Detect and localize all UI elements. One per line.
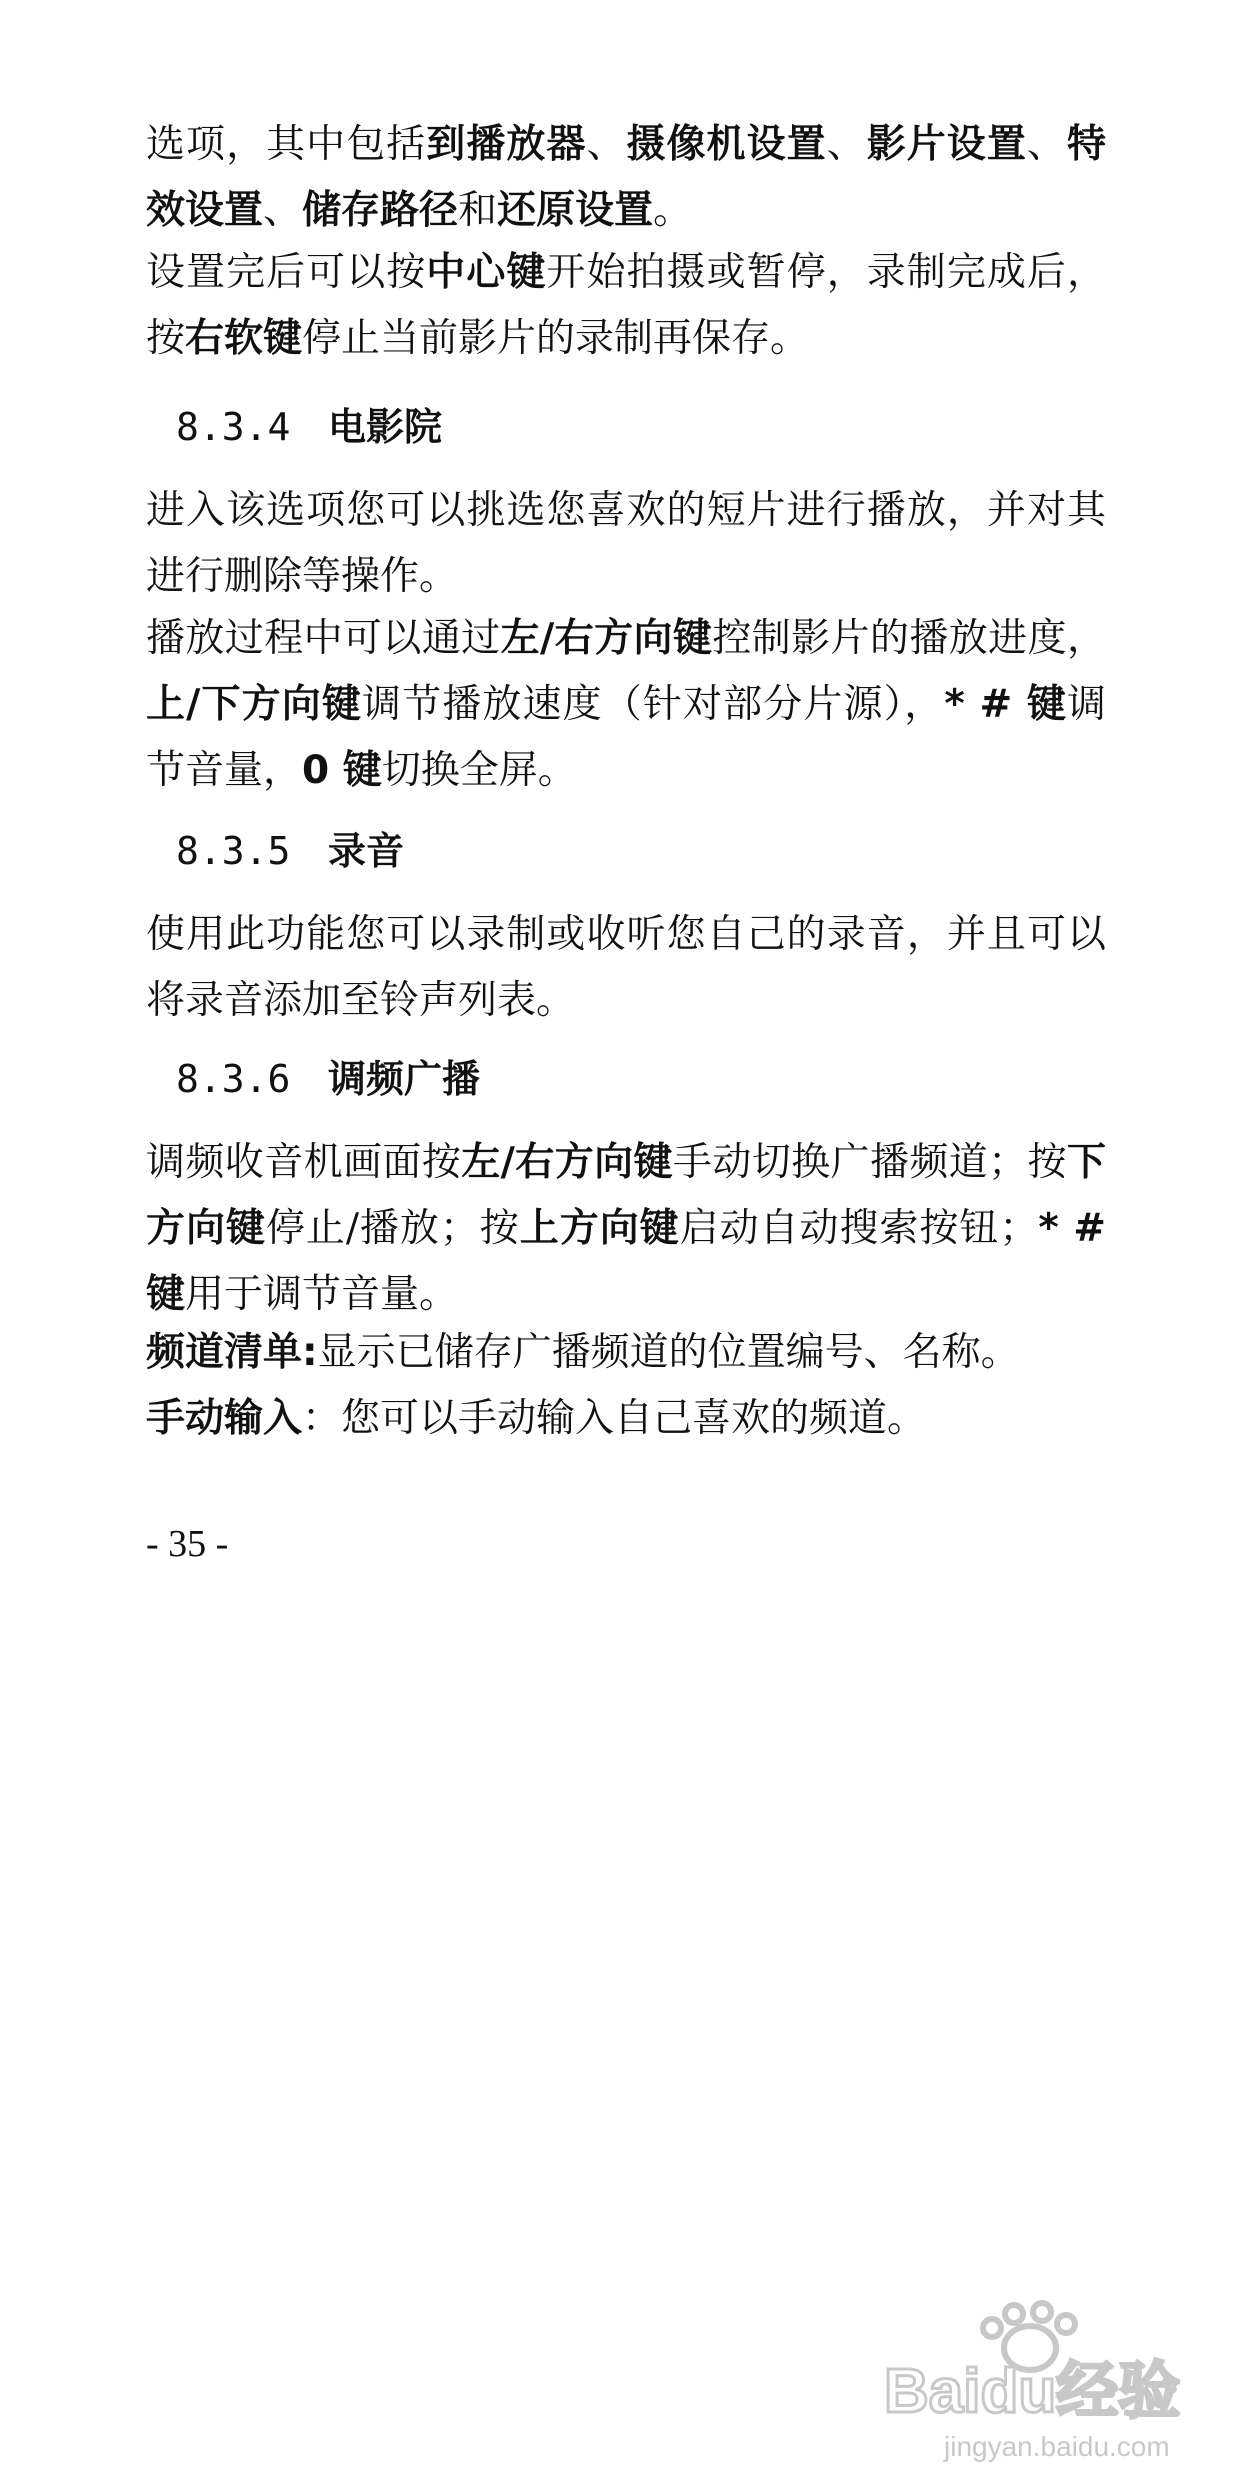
section-number: 8.3.4 [176,405,291,449]
bold-term: 下方向键 [146,1140,1106,1251]
bold-term: 上/下方向键 [146,682,362,727]
bold-term: * # 键 [146,1206,1106,1317]
paragraph-cinema-intro: 进入该选项您可以挑选您喜欢的短片进行播放，并对其进行删除等操作。 [146,488,1106,599]
paragraph-record-controls: 设置完后可以按中心键开始拍摄或暂停，录制完成后，按右软键停止当前影片的录制再保存。 [146,250,1106,361]
section-heading-fm-radio [176,1054,480,1104]
baidu-jingyan-watermark [880,2300,1210,2470]
section-title: 调频广播 [328,1057,481,1101]
bold-term: 右软键 [185,316,303,361]
watermark-url: jingyan.baidu.com [944,2431,1170,2462]
bold-term: 中心键 [426,250,547,295]
bold-term: 特效设置 [146,122,1106,233]
section-heading-cinema [176,402,442,452]
bold-term: 到播放器 [426,122,587,167]
bold-term: 手动输入 [146,1396,303,1441]
bold-term: 上方向键 [519,1206,680,1251]
page-number: - 35 - [146,1523,229,1565]
bold-term: * # 键 [944,682,1067,727]
paragraph-recording: 使用此功能您可以录制或收听您自己的录音，并且可以将录音添加至铃声列表。 [146,912,1106,1023]
section-title: 电影院 [328,405,443,449]
section-number: 8.3.6 [176,1057,291,1101]
bold-term: 左/右方向键 [500,616,713,661]
bold-term: 储存路径 [302,188,459,233]
paragraph-recorder-options: 选项，其中包括到播放器、摄像机设置、影片设置、特效设置、储存路径和还原设置。 [146,122,1106,233]
section-heading-recording [176,826,404,876]
bold-term: 还原设置 [497,188,654,233]
paragraph-fm-controls: 调频收音机画面按左/右方向键手动切换广播频道；按下方向键停止/播放；按上方向键启动自动搜索按钮；* # 键用于调节音量。 [146,1140,1106,1317]
bold-term: 频道清单: [146,1330,318,1375]
watermark-brand: Baidu经验 [884,2357,1181,2426]
bold-term: 0 键 [302,748,382,793]
section-number: 8.3.5 [176,829,291,873]
paragraph-channel-list: 频道清单:显示已储存广播频道的位置编号、名称。 [146,1330,1020,1375]
bold-term: 左/右方向键 [461,1140,673,1185]
paragraph-manual-input: 手动输入：您可以手动输入自己喜欢的频道。 [146,1396,927,1441]
paragraph-cinema-controls: 播放过程中可以通过左/右方向键控制影片的播放进度，上/下方向键调节播放速度（针对部分片源），* # 键调节音量，0 键切换全屏。 [146,616,1106,793]
bold-term: 影片设置 [866,122,1027,167]
section-title: 录音 [328,829,405,873]
bold-term: 摄像机设置 [626,122,827,167]
